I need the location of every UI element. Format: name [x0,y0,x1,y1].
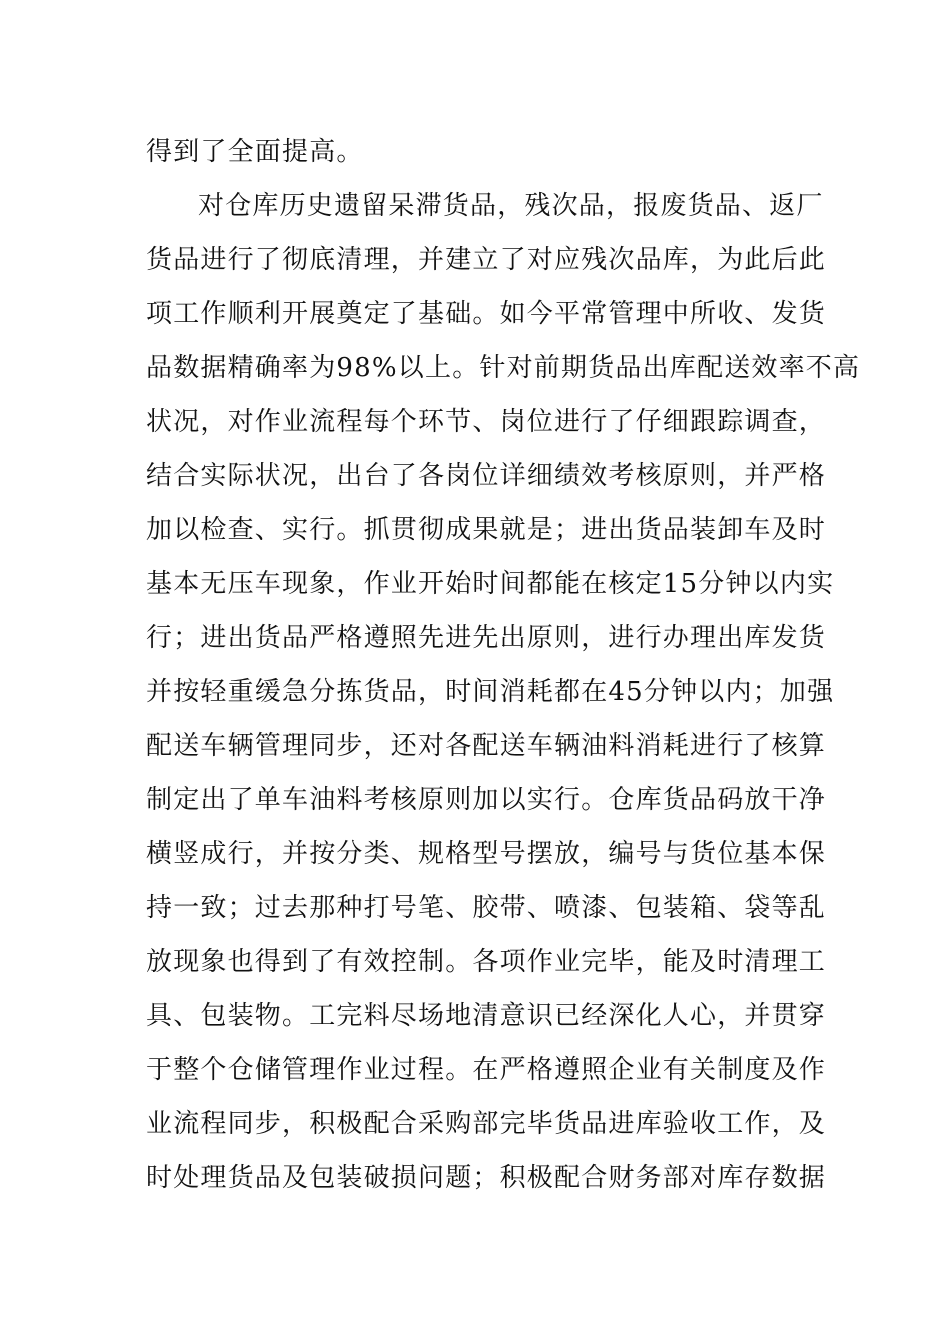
text-line-11: 并按轻重缓急分拣货品，时间消耗都在45分钟以内；加强 [146,677,835,707]
text-line-12: 配送车辆管理同步，还对各配送车辆油料消耗进行了核算 [146,731,827,761]
text-line-3: 货品进行了彻底清理，并建立了对应残次品库，为此后此 [146,245,827,275]
text-line-17: 具、包装物。工完料尽场地清意识已经深化人心，并贯穿 [146,1001,827,1031]
text-line-20: 时处理货品及包装破损问题；积极配合财务部对库存数据 [146,1163,827,1193]
text-line-10: 行；进出货品严格遵照先进先出原则，进行办理出库发货 [146,623,827,653]
text-line-4: 项工作顺利开展奠定了基础。如今平常管理中所收、发货 [146,299,827,329]
text-line-6: 状况，对作业流程每个环节、岗位进行了仔细跟踪调查， [146,407,827,437]
text-line-14: 横竖成行，并按分类、规格型号摆放，编号与货位基本保 [146,839,827,869]
text-line-1: 得到了全面提高。 [146,137,364,167]
text-line-18: 于整个仓储管理作业过程。在严格遵照企业有关制度及作 [146,1055,827,1085]
text-line-8: 加以检查、实行。抓贯彻成果就是；进出货品装卸车及时 [146,515,827,545]
text-line-9: 基本无压车现象，作业开始时间都能在核定15分钟以内实 [146,569,835,599]
text-line-5: 品数据精确率为98%以上。针对前期货品出库配送效率不高 [146,353,861,383]
text-line-7: 结合实际状况，出台了各岗位详细绩效考核原则，并严格 [146,461,827,491]
text-line-2: 对仓库历史遗留呆滞货品，残次品，报废货品、返厂 [198,191,824,221]
text-line-15: 持一致；过去那种打号笔、胶带、喷漆、包装箱、袋等乱 [146,893,827,923]
text-line-16: 放现象也得到了有效控制。各项作业完毕，能及时清理工 [146,947,827,977]
text-line-13: 制定出了单车油料考核原则加以实行。仓库货品码放干净 [146,785,827,815]
text-line-19: 业流程同步，积极配合采购部完毕货品进库验收工作，及 [146,1109,827,1139]
